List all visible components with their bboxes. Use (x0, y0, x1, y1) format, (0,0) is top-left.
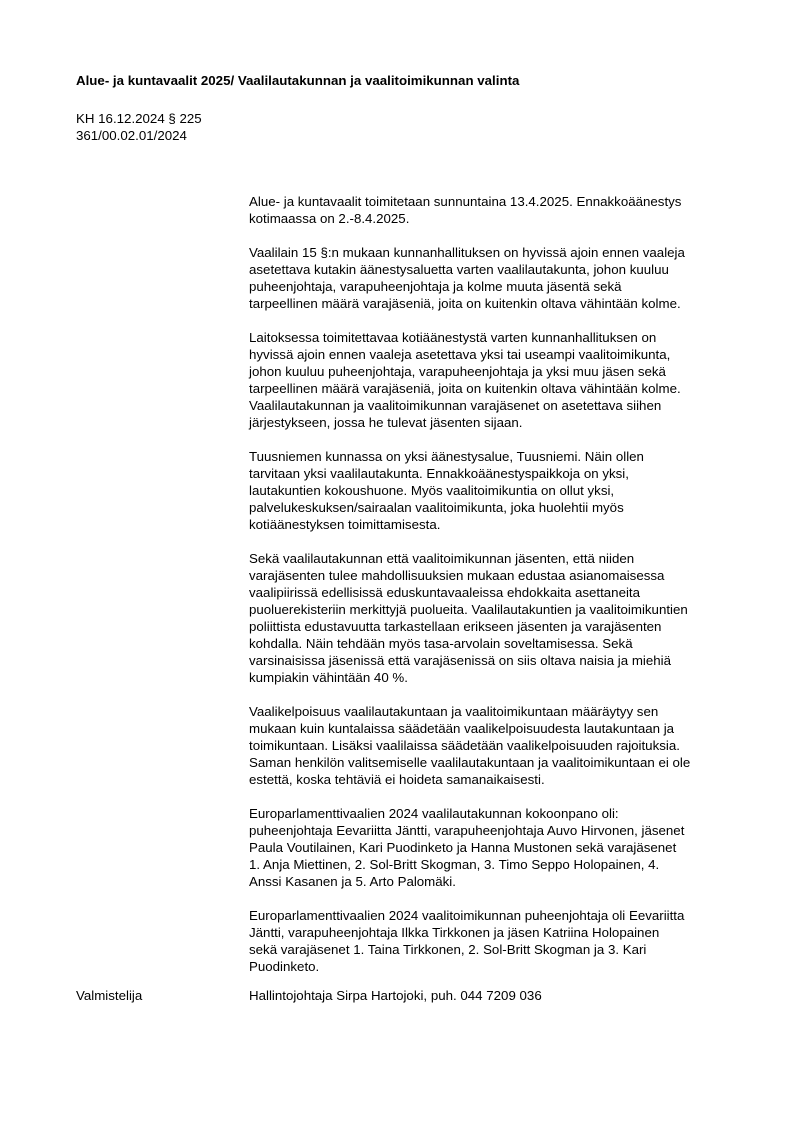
preparer-value: Hallintojohtaja Sirpa Hartojoki, puh. 044 7209 036 (249, 988, 542, 1003)
paragraph-tuusniemi: Tuusniemen kunnassa on yksi äänestysalue, Tuusniemi. Näin ollen tarvitaan yksi vaalilautakunta. Ennakkoäänestyspaikkoja on yksi, lautakuntien kokoushuone. Myös vaalitoimikuntia on ollut yksi, palvelukeskuksen/sairaalan vaalitoimikunta, joka huolehtii myös kotiäänestyksen toimittamisesta. (249, 449, 644, 532)
document-body (249, 193, 749, 992)
document-title: Alue- ja kuntavaalit 2025/ Vaalilautakunnan ja vaalitoimikunnan valinta (76, 73, 520, 88)
preparer-label: Valmistelija (76, 988, 143, 1003)
record-number: 361/00.02.01/2024 (76, 128, 187, 143)
paragraph-eligibility: Vaalikelpoisuus vaalilautakuntaan ja vaalitoimikuntaan määräytyy sen mukaan kuin kuntalaissa säädetään vaalikelpoisuudesta lautakuntaan ja toimikuntaan. Lisäksi vaalilaissa säädetään vaalikelpoisuuden rajoituksia. Saman henkilön valitsemiselle vaalilautakuntaan ja vaalitoimikuntaan ei ole estettä, koska tehtäviä ei hoideta samanaikaisesti. (249, 704, 691, 787)
paragraph-previous-board: Europarlamenttivaalien 2024 vaalilautakunnan kokoonpano oli: puheenjohtaja Eevariitta Jäntti, varapuheenjohtaja Auvo Hirvonen, jäsenet Paula Voutilainen, Kari Puodinketo ja Hanna Mustonen sekä varajäsenet 1. Anja Miettinen, 2. Sol-Britt Skogman, 3. Timo Seppo Holopainen, 4. Anssi Kasanen ja 5. Arto Palomäki. (249, 806, 685, 889)
paragraph-representation: Sekä vaalilautakunnan että vaalitoimikunnan jäsenten, että niiden varajäsenten tulee mahdollisuuksien mukaan edustaa asianomaisessa vaalipiirissä edellisissä eduskuntavaaleissa ehdokkaita asettaneita puoluerekisteriin merkittyjä puolueita. Vaalilautakuntien ja vaalitoimikuntien poliittista edustavuutta tarkastellaan erikseen jäsenten ja varajäsenten kohdalla. Näin tehdään myös tasa-arvolain soveltamisessa. Sekä varsinaisissa jäsenissä että varajäsenissä on siis oltava naisia ja miehiä kumpiakin vähintään 40 %. (249, 551, 688, 685)
document-meta (76, 110, 202, 144)
paragraph-vaalilaki: Vaalilain 15 §:n mukaan kunnanhallituksen on hyvissä ajoin ennen vaaleja asetettava kutakin äänestysaluetta varten vaalilautakunta, johon kuuluu puheenjohtaja, varapuheenjohtaja ja kolme muuta jäsentä sekä tarpeellinen määrä varajäseniä, joita on kuitenkin oltava vähintään kolme. (249, 245, 685, 311)
meeting-reference: KH 16.12.2024 § 225 (76, 111, 202, 126)
paragraph-kotiaanestys: Laitoksessa toimitettavaa kotiäänestystä varten kunnanhallituksen on hyvissä ajoin ennen vaaleja asetettava yksi tai useampi vaalitoimikunta, johon kuuluu puheenjohtaja, varapuheenjohtaja ja yksi muu jäsen sekä tarpeellinen määrä varajäseniä, joita on kuitenkin oltava vähintään kolme. Vaalilautakunnan ja vaalitoimikunnan varajäsenet on asetettava siihen järjestykseen, jossa he tulevat jäsenten sijaan. (249, 330, 681, 430)
paragraph-election-date: Alue- ja kuntavaalit toimitetaan sunnuntaina 13.4.2025. Ennakkoäänestys kotimaassa on 2.-8.4.2025. (249, 194, 682, 226)
paragraph-previous-committee: Europarlamenttivaalien 2024 vaalitoimikunnan puheenjohtaja oli Eevariitta Jäntti, varapuheenjohtaja Ilkka Tirkkonen ja jäsen Katriina Holopainen sekä varajäsenet 1. Taina Tirkkonen, 2. Sol-Britt Skogman ja 3. Kari Puodinketo. (249, 908, 685, 974)
